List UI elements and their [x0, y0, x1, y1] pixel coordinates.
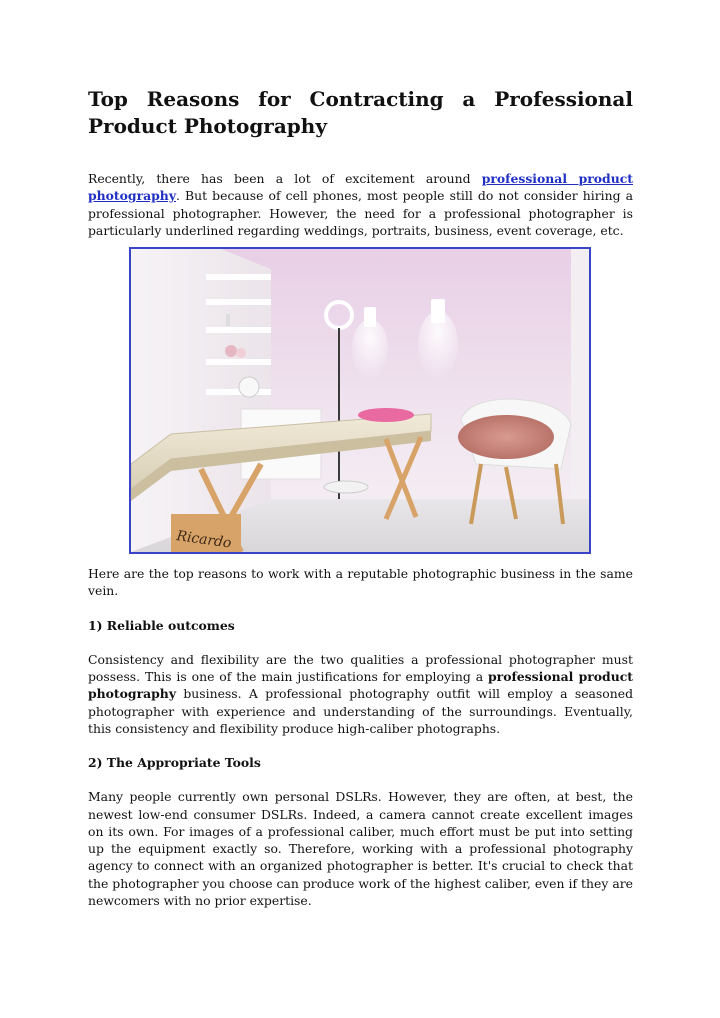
reasons-intro-paragraph: Here are the top reasons to work with a reputable photographic business in the same vein.	[88, 566, 633, 599]
intro-paragraph	[88, 170, 633, 239]
reliable-outcomes-bold-text: professional product photography	[88, 669, 633, 702]
appropriate-tools-paragraph: Many people currently own personal DSLRs. However, they are often, at best, the newest low-end consumer DSLRs. Indeed, a camera cannot create excellent images on its own. For images of a professional caliber, much effort must be put into setting up the equipment exactly so. Therefore, working with a professional photography agency to connect with an organized photographer is better. It's crucial to check that the photographer you choose can produce work of the highest caliber, even if they are newcomers with no prior expertise.	[88, 789, 633, 909]
section-heading-appropriate-tools: 2) The Appropriate Tools	[88, 755, 261, 771]
page-title: Top Reasons for Contracting a Professional Product Photography	[88, 87, 633, 138]
intro-text-before-link: Recently, there has been a lot of excitement around	[88, 171, 482, 186]
studio-photo	[129, 247, 591, 554]
studio-photo-illustration	[131, 249, 589, 552]
professional-product-photography-link[interactable]: professional product photography	[88, 171, 633, 204]
intro-text-after-link: . But because of cell phones, most people still do not consider hiring a professional photographer. However, the need for a professional photographer is particularly underlined regarding weddings, portraits, business, event coverage, etc.	[88, 188, 633, 238]
reliable-outcomes-paragraph	[88, 651, 633, 737]
reliable-outcomes-text-1: Consistency and flexibility are the two qualities a professional photographer must possess. This is one of the main justifications for employing a	[88, 651, 633, 685]
document-content	[88, 86, 633, 909]
table-sign-text: Ricardo	[175, 528, 233, 552]
section-heading-reliable-outcomes: 1) Reliable outcomes	[88, 617, 235, 633]
reliable-outcomes-text-2: business. A professional photography outfit will employ a seasoned photographer with experience and understanding of the surroundings. Eventually, this consistency and flexibility produce high-caliber photographs.	[88, 686, 633, 736]
